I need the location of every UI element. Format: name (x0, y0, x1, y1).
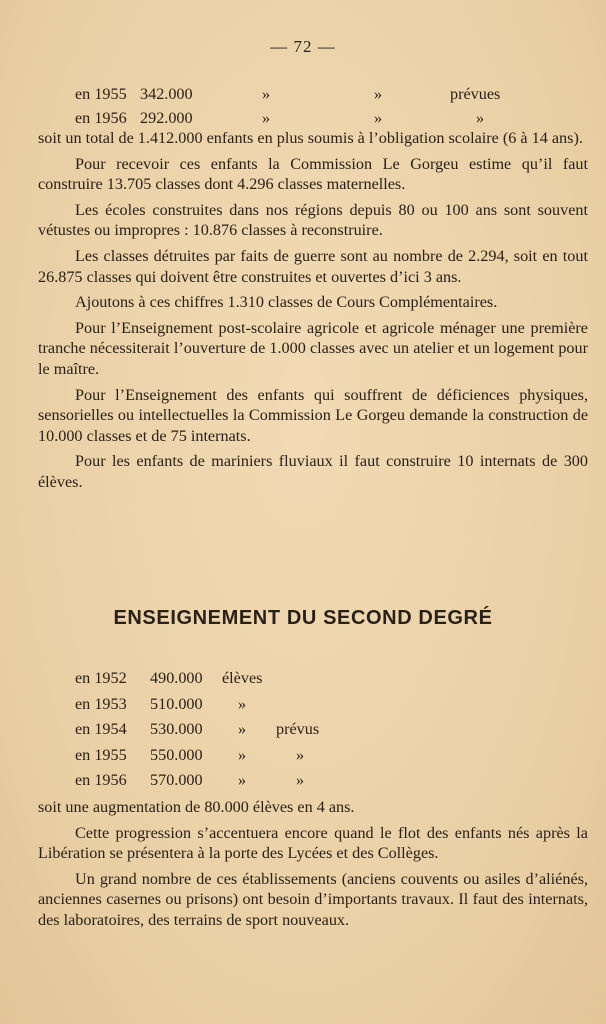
row-note: prévues (450, 85, 501, 103)
row-unit: » (238, 745, 247, 764)
row-year: en 1955 (75, 85, 127, 103)
paragraph: Les classes détruites par faits de guerre sont au nombre de 2.294, soit en tout 26.875 classes qui doivent être construites et ouvertes d’ici 3 ans. (38, 246, 588, 286)
row-unit: » (238, 694, 247, 713)
paragraph: Ajoutons à ces chiffres 1.310 classes de Cours Complémentaires. (75, 293, 498, 312)
row-unit: » (238, 771, 247, 789)
table-row (38, 719, 588, 745)
table-row (38, 668, 588, 694)
row-year: en 1956 (75, 109, 127, 127)
row-note: » (476, 109, 485, 127)
row-unit: élèves (222, 669, 263, 687)
paragraph: soit un total de 1.412.000 enfants en plus soumis à l’obligation scolaire (6 à 14 ans). (38, 129, 583, 147)
paragraph: Pour l’Enseignement post-scolaire agricole et agricole ménager une première tranche nécessiterait l’ouverture de 1.000 classes avec un atelier et un logement pour le maître. (38, 318, 588, 378)
section-title: ENSEIGNEMENT DU SECOND DEGRÉ (113, 607, 493, 629)
row-value: 570.000 (150, 771, 203, 789)
paragraph: Pour recevoir ces enfants la Commission Le Gorgeu estime qu’il faut construire 13.705 classes dont 4.296 classes maternelles. (38, 154, 588, 194)
row-note: » (296, 771, 305, 789)
paragraph: soit une augmentation de 80.000 élèves en 4 ans. (38, 798, 355, 816)
table-row (38, 770, 588, 796)
primary-enrolment-table (38, 84, 588, 132)
table-row (38, 694, 588, 720)
row-year: en 1955 (75, 745, 127, 764)
row-value: 530.000 (150, 720, 203, 738)
row-value: 292.000 (140, 109, 193, 127)
paragraph: Cette progression s’accentuera encore quand le flot des enfants nés après la Libération se présentera à la porte des Lycées et des Collèges. (38, 823, 588, 863)
row-year: en 1953 (75, 694, 127, 713)
row-ditto: » (262, 109, 271, 127)
table-row (38, 84, 588, 108)
primary-text (38, 128, 588, 493)
paragraph: Pour les enfants de mariniers fluviaux il faut construire 10 internats de 300 élèves. (38, 452, 588, 491)
row-note: prévus (276, 720, 320, 738)
secondary-enrolment-table (38, 668, 588, 796)
row-value: 510.000 (150, 694, 203, 713)
row-unit: » (238, 720, 247, 738)
row-value: 550.000 (150, 745, 203, 764)
row-year: en 1956 (75, 771, 127, 789)
row-ditto: » (374, 109, 383, 127)
paragraph: Les écoles construites dans nos régions depuis 80 ou 100 ans sont souvent vétustes ou impropres : 10.876 classes à reconstruire. (38, 200, 588, 240)
secondary-text (38, 797, 588, 931)
row-year: en 1954 (75, 720, 127, 738)
row-ditto: » (374, 85, 383, 103)
page-number: — 72 — (270, 37, 336, 56)
row-value: 490.000 (150, 669, 203, 687)
row-ditto: » (262, 85, 271, 103)
table-row (38, 745, 588, 771)
paragraph: Pour l’Enseignement des enfants qui souffrent de déficiences physiques, sensorielles ou intellectuelles la Commission Le Gorgeu demande la construction de 10.000 classes et de 75 internats. (38, 385, 588, 445)
row-value: 342.000 (140, 85, 193, 103)
row-year: en 1952 (75, 669, 127, 687)
row-note: » (296, 745, 305, 764)
paragraph: Un grand nombre de ces établissements (anciens couvents ou asiles d’aliénés, anciennes casernes ou prisons) ont besoin d’importants travaux. Il faut des internats, des laboratoires, des terrains de sport nouveaux. (38, 869, 588, 929)
